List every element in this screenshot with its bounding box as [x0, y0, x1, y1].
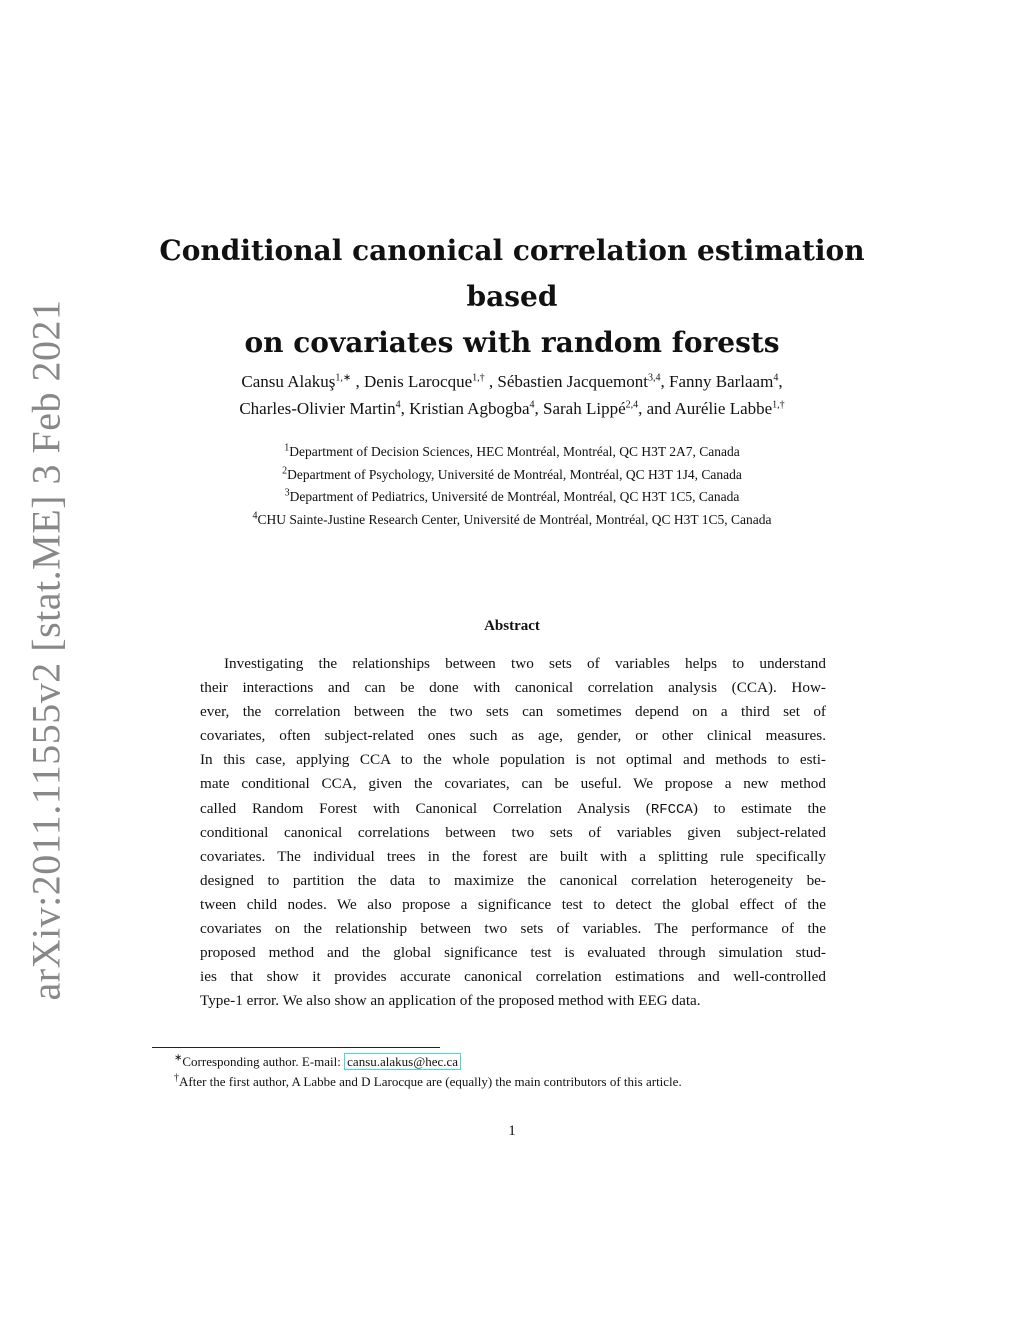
affiliation-1 [120, 441, 904, 464]
author-sup: 3,4 [647, 372, 661, 384]
author-sep: , [778, 372, 783, 391]
affiliation-4 [120, 509, 904, 532]
abstract-line: covariates on the relationship between two sets of variables. The performance of the [200, 920, 826, 938]
author-sep: , [484, 372, 498, 391]
affiliation-text: Department of Pediatrics, Université de Montréal, Montréal, QC H3T 1C5, Canada [289, 489, 740, 504]
abstract-line: proposed method and the global significance test is evaluated through simulation stud- [200, 944, 826, 962]
paper-title [140, 228, 884, 366]
abstract-line: ies that show it provides accurate canonical correlation estimations and well-controlled [200, 968, 826, 986]
abstract-line: Type-1 error. We also show an application of the proposed method with EEG data. [200, 992, 701, 1010]
footnote-corresponding [152, 1052, 892, 1072]
affiliation-sup: 4 [252, 510, 258, 521]
abstract-line: covariates, often subject-related ones such as age, gender, or other clinical measures. [200, 727, 826, 745]
footnote-mark: ∗ [174, 1052, 183, 1064]
author-name: Kristian Agbogba [409, 399, 530, 418]
abstract-text: called Random Forest with Canonical Correlation Analysis ( [200, 799, 651, 817]
author-sup: 2,4 [625, 399, 639, 411]
abstract-line: Investigating the relationships between two sets of variables helps to understand [224, 655, 826, 672]
affiliation-2 [120, 464, 904, 487]
abstract-line-with-code [200, 797, 826, 821]
abstract-heading: Abstract [484, 618, 540, 634]
page-number: 1 [508, 1123, 516, 1139]
author-sep: , and [638, 399, 675, 418]
footnote-text: After the first author, A Labbe and D Larocque are (equally) the main contributors of this article. [179, 1074, 682, 1089]
author-sup: 4 [529, 399, 535, 411]
method-name-code: RFCCA [650, 801, 693, 818]
title-line-2: on covariates with random forests [244, 326, 780, 359]
abstract-line: their interactions and can be done with canonical correlation analysis (CCA). How- [200, 679, 826, 697]
author-name: Charles-Olivier Martin [239, 399, 396, 418]
author-sep: , [534, 399, 543, 418]
author-line-2 [130, 395, 894, 422]
author-name: Denis Larocque [364, 372, 473, 391]
affiliations [120, 441, 904, 531]
author-sup: 4 [773, 372, 779, 384]
abstract-line: designed to partition the data to maximize the canonical correlation heterogeneity be- [200, 871, 826, 889]
abstract-line: conditional canonical correlations between two sets of variables given subject-related [200, 823, 826, 841]
affiliation-sup: 2 [282, 465, 288, 476]
arxiv-side-stamp: arXiv:2011.11555v2 [stat.ME] 3 Feb 2021 [23, 299, 69, 1001]
email-link[interactable]: cansu.alakus@hec.ca [344, 1053, 461, 1070]
abstract-line: In this case, applying CCA to the whole population is not optimal and methods to esti- [200, 751, 826, 769]
affiliation-text: Department of Psychology, Université de Montréal, Montréal, QC H3T 1J4, Canada [287, 466, 742, 482]
abstract-line: mate conditional CCA, given the covariates, can be useful. We propose a new method [200, 775, 826, 793]
affiliation-text: CHU Sainte-Justine Research Center, Université de Montréal, Montréal, QC H3T 1C5, Canada [257, 511, 772, 527]
abstract-line: tween child nodes. We also propose a significance test to detect the global effect of the [200, 895, 826, 913]
affiliation-3 [120, 486, 904, 509]
author-name: Cansu Alakuş [241, 372, 336, 391]
abstract-body [200, 652, 826, 1013]
author-name: Aurélie Labbe [674, 399, 773, 418]
author-name: Sarah Lippé [543, 399, 626, 418]
affiliation-text: Department of Decision Sciences, HEC Montréal, Montréal, QC H3T 2A7, Canada [289, 444, 740, 459]
footnote-rule [152, 1047, 440, 1048]
abstract-line: covariates. The individual trees in the forest are built with a splitting rule specifically [200, 847, 826, 865]
footnotes [152, 1052, 892, 1092]
title-line-1: Conditional canonical correlation estimation based [159, 234, 865, 313]
author-sep: , [660, 372, 669, 391]
footnote-mark: † [174, 1072, 179, 1084]
affiliation-sup: 1 [284, 442, 290, 454]
author-sup: 1,† [472, 372, 485, 384]
footnote-text: Corresponding author. E-mail: [182, 1054, 345, 1069]
affiliation-sup: 3 [284, 487, 290, 499]
author-sup: 1,† [772, 399, 785, 411]
abstract-line: ever, the correlation between the two sets can sometimes depend on a third set of [200, 703, 826, 721]
abstract-text: ) to estimate the [692, 799, 827, 817]
author-name: Fanny Barlaam [668, 372, 774, 391]
author-name: Sébastien Jacquemont [497, 372, 648, 391]
footnote-contributors [152, 1072, 892, 1092]
author-sup: 4 [395, 399, 401, 411]
author-sep: , [351, 372, 365, 391]
author-sup: 1,∗ [335, 372, 352, 384]
author-line-1 [130, 368, 894, 395]
author-sep: , [400, 399, 410, 418]
author-list [130, 368, 894, 422]
